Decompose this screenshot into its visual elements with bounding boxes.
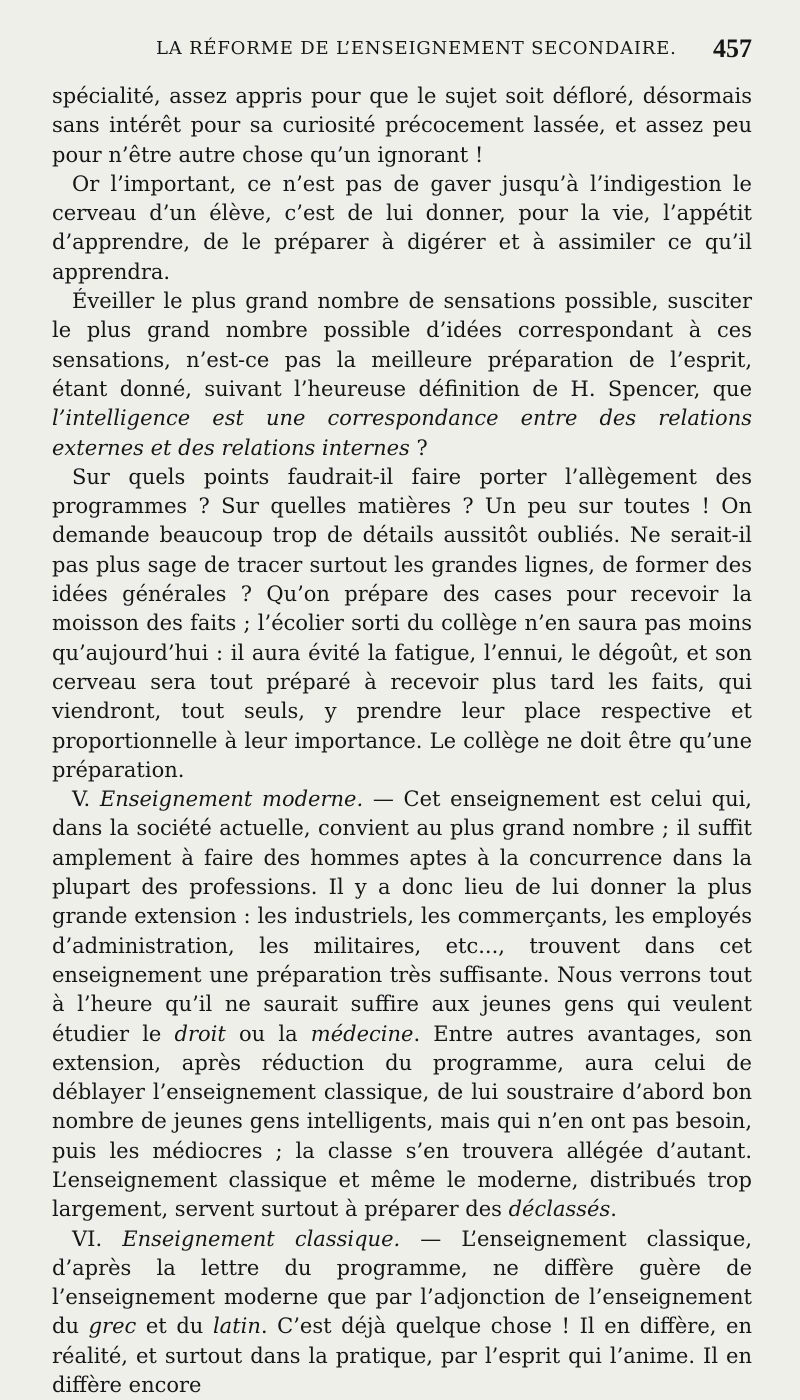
text-segment: . xyxy=(610,1197,617,1222)
paragraph-4 xyxy=(52,463,752,785)
header-title: LA RÉFORME DE L’ENSEIGNEMENT SECONDAIRE. xyxy=(156,38,677,59)
body-text xyxy=(52,82,752,1400)
italic-text-segment: déclassés xyxy=(508,1197,611,1222)
italic-text-segment: médecine xyxy=(310,1021,414,1046)
text-segment: spécialité, assez appris pour que le sujet soit défloré, désormais sans intérêt pour sa curiosité précocement lassée, et assez peu pour n’être autre chose qu’un ignorant ! xyxy=(52,84,752,167)
text-segment: Éveiller le plus grand nombre de sensations possible, susciter le plus grand nombre possible d’idées correspondant à ces sensations, n’est-ce pas la meilleure préparation de l’esprit, étant donné, suivant l’heureuse définition de H. Spencer, que xyxy=(52,289,752,401)
running-head xyxy=(52,34,752,74)
paragraph-6 xyxy=(52,1225,752,1400)
paragraph-1 xyxy=(52,82,752,170)
paragraph-5 xyxy=(52,785,752,1224)
text-segment: . Entre autres avantages, son extension, après réduction du programme, aura celui de déblayer l’enseignement classique, de lui soustraire d’abord bon nombre de jeunes gens intelligents, mais qui n’en ont pas besoin, puis les médiocres ; la classe s’en trouvera allégée d’autant. L’enseignement classique et même le moderne, distribués trop largement, servent surtout à préparer des xyxy=(52,1021,752,1222)
paragraph-2 xyxy=(52,170,752,287)
text-segment: V. xyxy=(72,787,100,812)
text-segment: ? xyxy=(409,435,428,460)
text-segment: Sur quels points faudrait-il faire porter l’allègement des programmes ? Sur quelles matières ? Un peu sur toutes ! On demande beaucoup trop de détails aussitôt oubliés. Ne serait-il pas plus sage de tracer surtout les grandes lignes, de former des idées générales ? Qu’on prépare des cases pour recevoir la moisson des faits ; l’écolier sorti du collège n’en saura pas moins qu’aujourd’hui : il aura évité la fatigue, l’ennui, le dégoût, et son cerveau sera tout préparé à recevoir plus tard les faits, qui viendront, tout seuls, y prendre leur place respective et proportionnelle à leur importance. Le collège ne doit être qu’une préparation. xyxy=(52,464,752,782)
text-segment: ou la xyxy=(225,1021,311,1046)
italic-text-segment: grec xyxy=(88,1314,137,1339)
text-segment: Or l’important, ce n’est pas de gaver jusqu’à l’indigestion le cerveau d’un élève, c’est de lui donner, pour la vie, l’appétit d’apprendre, de le préparer à digérer et à assimiler ce qu’il apprendra. xyxy=(52,171,752,284)
italic-text-segment: Enseignement moderne. xyxy=(99,787,364,812)
italic-text-segment: droit xyxy=(174,1021,226,1046)
italic-text-segment: latin xyxy=(212,1314,261,1339)
text-segment: — L’enseignement classique, d’après la lettre du programme, ne diffère guère de l’enseignement moderne que par l’adjonction de l’enseignement du xyxy=(52,1226,752,1339)
paragraph-3 xyxy=(52,287,752,463)
text-segment: . C’est déjà quelque chose ! Il en diffère, en réalité, et surtout dans la pratique, par l’esprit qui l’anime. Il en diffère encore xyxy=(52,1314,752,1398)
text-segment: VI. xyxy=(72,1226,123,1251)
italic-text-segment: Enseignement classique. xyxy=(122,1226,401,1251)
page-number: 457 xyxy=(713,34,752,63)
text-segment: — Cet enseignement est celui qui, dans la société actuelle, convient au plus grand nombre ; il suffit amplement à faire des hommes aptes à la concurrence dans la plupart des professions. Il y a donc lieu de lui donner la plus grande extension : les industriels, les commerçants, les employés d’administration, les militaires, etc..., trouvent dans cet enseignement une préparation très suffisante. Nous verrons tout à l’heure qu’il ne saurait suffire aux jeunes gens qui veulent étudier le xyxy=(52,787,752,1046)
italic-text-segment: l’intelligence est une correspondance entre des relations externes et des relations internes xyxy=(52,406,752,460)
text-segment: et du xyxy=(136,1314,213,1339)
